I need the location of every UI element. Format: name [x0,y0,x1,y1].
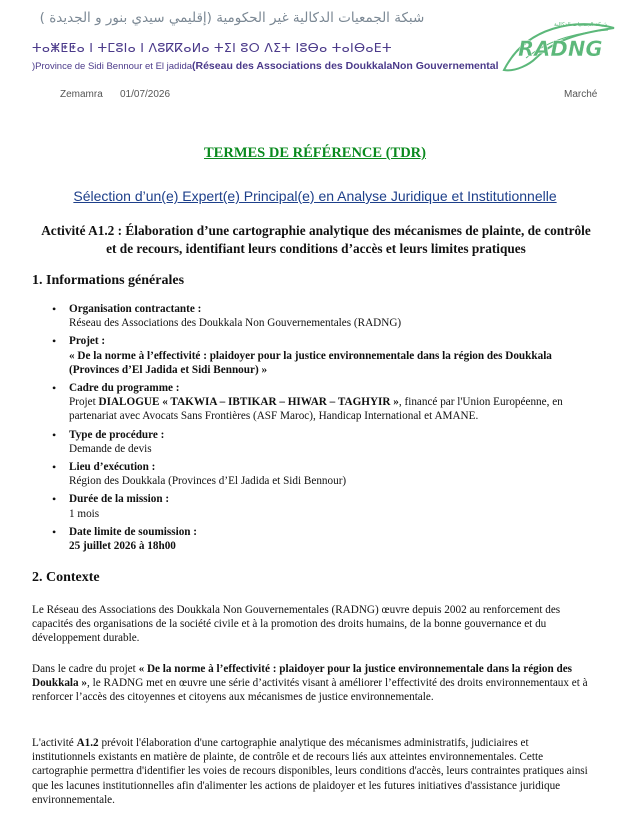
list-item [52,492,592,520]
tifinagh-network-name: ⵜⴰⵥⵟⵟⴰ ⵏ ⵜⵎⵓⵏⴰ ⵏ ⴷⵓⴽⴽⴰⵍⴰ ⵜⵉⵏ ⵓⵔ ⴷⵉⵜ ⵏⵓⴱⴰ ⵜⴰⵏⴱⴰⴹⵜ [32,40,392,55]
procedure-label: • Type de procédure : [69,428,165,441]
list-item [52,381,592,424]
p3-end: prévoit l'élaboration d'une cartographie analytique des mécanismes administratifs, judiciaires et institutionnels existants en matière de plainte, de contrôle et de recours liés aux atteintes environnementales. Cette cartographie permettra d'identifier les voies de recours disponibles, leurs conditions d'accès, leurs contraintes pratiques ainsi que les lacunes institutionnelles afin d'alimenter les actions de plaidoyer et les futures initiatives d'assistance juridique environnementale. [32,737,588,806]
programme-name: DIALOGUE « TAKWIA – IBTIKAR – HIWAR – TAGHYIR » [98,396,399,409]
p3-activity: A1.2 [76,737,99,749]
radng-logo [496,18,618,78]
location-label: • Lieu d’exécution : [69,461,156,474]
letterhead [0,0,630,80]
p2-start: Dans le cadre du projet [32,663,139,675]
section-heading-general-info: 1. Informations générales [32,273,185,288]
french-network-name [32,60,502,72]
org-label: • Organisation contractante : [69,303,202,315]
list-item [52,460,592,488]
meta-city: Zemamra [60,89,103,100]
procedure-value: Demande de devis [69,442,152,455]
meta-date: 01/07/2026 [120,89,171,100]
context-paragraph-3 [32,736,592,807]
org-value: Réseau des Associations des Doukkala Non Gouvernementales (RADNG) [69,317,402,330]
network-text: (Réseau des Associations des DoukkalaNon Gouvernemental [192,60,499,72]
context-paragraph-2 [32,662,592,705]
section-heading-context: 2. Contexte [32,570,100,585]
meta-type: Marché [564,89,598,100]
programme-prefix: Projet [69,396,99,409]
document-subtitle: Sélection d’un(e) Expert(e) Principal(e) en Analyse Juridique et Institutionnelle [73,188,557,204]
arabic-network-name: شبكة الجمعيات الدكالية غير الحكومية (إقليمي سيدي بنور و الجديدة ) [39,10,425,26]
p2-end: , le RADNG met en œuvre une série d’activités visant à améliorer l’effectivité des droits environnementaux et à renforcer l’accès des citoyennes et citoyens aux mécanismes de justice environnementale. [32,677,588,704]
general-info-list [52,302,592,557]
programme-suffix: , financé par l'Union Européenne, en partenariat avec Avocats Sans Frontières (ASF Maroc), Handicap International et AMANE. [69,396,563,423]
deadline-value: 25 juillet 2026 à 18h00 [69,540,176,553]
document-title: TERMES DE RÉFÉRENCE (TDR) [204,145,426,161]
programme-label: • Cadre du programme : [69,382,180,395]
programme-value [69,395,592,423]
activity-title: Activité A1.2 : Élaboration d’une cartographie analytique des mécanismes de plainte, de contrôle et de recours, identifiant leurs conditions d’accès et leurs limites pratiques [41,223,591,256]
province-text: )Province de Sidi Bennour et El jadida [32,61,193,72]
list-item [52,428,592,456]
list-item [52,302,592,330]
logo-arabic: شبكة الجمعيات الدكالية [554,22,608,28]
list-item [52,334,592,377]
location-value: Région des Doukkala (Provinces d’El Jadida et Sidi Bennour) [69,475,347,488]
duration-label: • Durée de la mission : [69,493,170,506]
project-label: • Projet : [69,335,106,348]
project-value: « De la norme à l’effectivité : plaidoyer pour la justice environnementale dans la région des Doukkala (Provinces d’El Jadida et Sidi Bennour) » [69,349,552,376]
p2-project: « De la norme à l’effectivité : plaidoyer pour la justice environnementale dans la région des Doukkala » [32,663,573,690]
context-paragraph-1: Le Réseau des Associations des Doukkala Non Gouvernementales (RADNG) œuvre depuis 2002 au renforcement des capacités des organisations de la société civile et à la promotion des droits humains, de la bonne gouvernance et du développement durable. [32,604,561,645]
duration-value: 1 mois [69,507,100,520]
p3-start: L'activité [32,737,77,749]
logo-wordmark: RADNG [518,37,603,61]
deadline-label: • Date limite de soumission : [69,525,198,538]
list-item [52,525,592,553]
